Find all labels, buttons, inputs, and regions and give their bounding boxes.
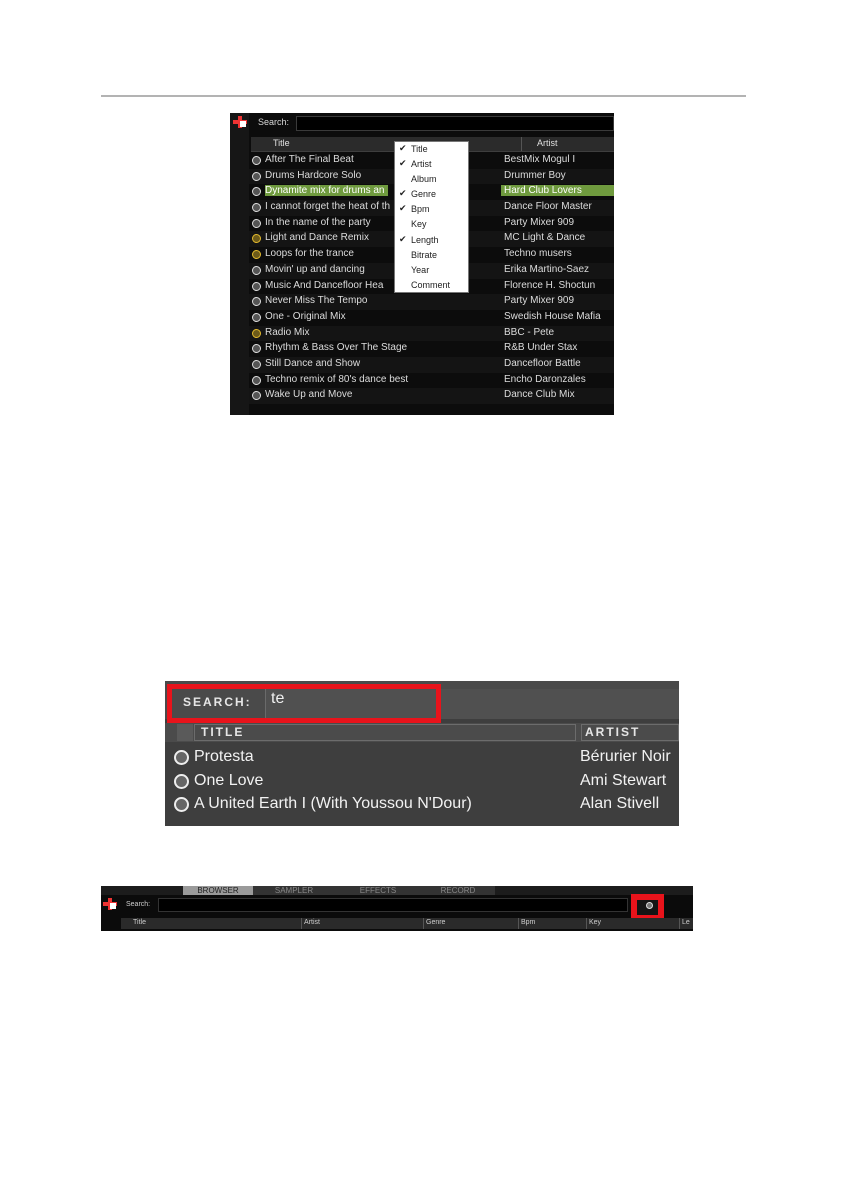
track-artist: BestMix Mogul I	[504, 154, 576, 165]
menu-item-label: Album	[411, 174, 437, 185]
menu-item-comment[interactable]	[395, 278, 468, 293]
gold-vinyl-icon	[252, 250, 261, 259]
track-title: One Love	[194, 771, 264, 789]
table-row[interactable]	[165, 746, 679, 770]
vinyl-icon	[252, 156, 261, 165]
table-row[interactable]	[165, 770, 679, 794]
table-row[interactable]	[165, 793, 679, 817]
track-artist: Techno musers	[504, 248, 572, 260]
track-title: Techno remix of 80's dance best	[265, 373, 409, 385]
vinyl-icon	[174, 797, 189, 812]
checkmark-icon: ✔	[399, 188, 407, 199]
track-title: Never Miss The Tempo	[265, 295, 368, 307]
menu-item-title[interactable]	[395, 142, 468, 157]
table-row[interactable]	[249, 388, 614, 404]
vinyl-icon	[252, 219, 261, 228]
vinyl-icon	[252, 391, 261, 400]
tab-effects[interactable]: EFFECTS	[335, 886, 421, 895]
tab-browser[interactable]: BROWSER	[183, 886, 253, 895]
track-title: In the name of the party	[265, 216, 371, 228]
column-header-artist[interactable]: Artist	[537, 138, 558, 148]
track-artist: Alan Stivell	[580, 795, 660, 812]
app-logo-icon	[103, 898, 117, 910]
column-divider[interactable]	[679, 918, 680, 929]
menu-item-artist[interactable]	[395, 157, 468, 172]
track-title: Protesta	[194, 748, 254, 765]
search-highlight-box	[167, 684, 441, 723]
column-divider[interactable]	[521, 137, 522, 151]
vinyl-icon	[252, 187, 261, 196]
track-title: After The Final Beat	[265, 154, 354, 165]
table-row[interactable]	[249, 357, 614, 373]
vinyl-icon	[174, 750, 189, 765]
vinyl-icon	[252, 376, 261, 385]
column-header-title-cell[interactable]	[194, 724, 576, 741]
app-logo-icon	[233, 116, 247, 128]
menu-item-label: Length	[411, 234, 439, 245]
column-settings-icon[interactable]	[646, 902, 653, 909]
menu-item-label: Key	[411, 219, 427, 230]
track-artist: Florence H. Shoctun	[504, 279, 596, 291]
table-row[interactable]	[249, 326, 614, 342]
column-header-icon-cell	[177, 724, 193, 741]
track-artist: Encho Daronzales	[504, 373, 586, 385]
menu-item-label: Genre	[411, 189, 437, 200]
column-header-artist[interactable]: Artist	[304, 919, 320, 926]
column-header-title[interactable]: TITLE	[201, 725, 245, 739]
track-title: Dynamite mix for drums an	[265, 185, 388, 196]
menu-item-year[interactable]	[395, 263, 468, 278]
track-title: Movin' up and dancing	[265, 263, 365, 275]
browser-screenshot-settings-button	[101, 886, 693, 931]
gold-vinyl-icon	[252, 329, 261, 338]
vinyl-icon	[252, 313, 261, 322]
track-title: Rhythm & Bass Over The Stage	[265, 342, 408, 354]
track-title: Wake Up and Move	[265, 389, 353, 401]
vinyl-icon	[252, 282, 261, 291]
menu-item-label: Bitrate	[411, 249, 438, 260]
track-title: I cannot forget the heat of th	[265, 201, 391, 213]
table-row[interactable]	[249, 294, 614, 310]
menu-item-length[interactable]	[395, 233, 468, 248]
vinyl-icon	[252, 297, 261, 306]
page-divider	[101, 95, 746, 97]
checkmark-icon: ✔	[399, 158, 407, 169]
menu-item-bpm[interactable]	[395, 202, 468, 217]
tab-sampler[interactable]: SAMPLER	[253, 886, 335, 895]
track-artist: Drummer Boy	[504, 169, 566, 181]
search-input-value[interactable]: te	[271, 690, 285, 707]
track-title: Loops for the trance	[265, 248, 354, 260]
menu-item-bitrate[interactable]	[395, 248, 468, 263]
track-artist: Bérurier Noir	[580, 748, 671, 765]
track-artist: Party Mixer 909	[504, 295, 575, 307]
vinyl-icon	[252, 360, 261, 369]
table-row[interactable]	[249, 373, 614, 389]
menu-item-key[interactable]	[395, 217, 468, 232]
track-artist: Party Mixer 909	[504, 216, 575, 228]
column-chooser-menu	[394, 141, 469, 293]
column-divider[interactable]	[518, 918, 519, 929]
track-title: Music And Dancefloor Hea	[265, 279, 384, 291]
vinyl-icon	[252, 203, 261, 212]
menu-item-genre[interactable]	[395, 187, 468, 202]
menu-item-label: Bpm	[411, 204, 430, 215]
track-artist: Dance Floor Master	[504, 201, 592, 213]
track-title: Drums Hardcore Solo	[265, 169, 362, 181]
table-row[interactable]	[249, 310, 614, 326]
browser-screenshot-column-menu	[230, 113, 614, 415]
menu-item-label: Artist	[411, 159, 432, 170]
track-artist: Dancefloor Battle	[504, 357, 581, 369]
column-header-title[interactable]: Title	[273, 138, 290, 148]
column-header-artist[interactable]: ARTIST	[585, 725, 641, 739]
vinyl-icon	[174, 774, 189, 789]
column-divider[interactable]	[423, 918, 424, 929]
track-artist: Hard Club Lovers	[501, 185, 614, 196]
column-divider[interactable]	[301, 918, 302, 929]
vinyl-icon	[252, 344, 261, 353]
menu-item-label: Title	[411, 144, 428, 154]
column-divider[interactable]	[586, 918, 587, 929]
search-label: SEARCH:	[183, 695, 252, 709]
menu-item-label: Year	[411, 264, 430, 275]
menu-item-label: Comment	[411, 279, 451, 290]
track-title: A United Earth I (With Youssou N'Dour)	[194, 795, 472, 812]
search-results-list	[165, 746, 679, 817]
column-header-row	[165, 723, 679, 742]
column-header-title[interactable]: Title	[133, 919, 146, 926]
search-input[interactable]	[296, 116, 614, 131]
checkmark-icon: ✔	[399, 233, 407, 244]
track-artist: Dance Club Mix	[504, 389, 575, 401]
table-row[interactable]	[249, 341, 614, 357]
gold-vinyl-icon	[252, 234, 261, 243]
browser-screenshot-search-zoom	[165, 681, 679, 826]
top-tab-bar	[101, 886, 693, 895]
checkmark-icon: ✔	[399, 203, 407, 214]
search-input[interactable]	[158, 898, 628, 912]
track-title: Still Dance and Show	[265, 357, 361, 369]
vinyl-icon	[252, 172, 261, 181]
track-title: Radio Mix	[265, 326, 310, 338]
vinyl-icon	[252, 266, 261, 275]
track-title: One - Original Mix	[265, 310, 346, 322]
track-artist: R&B Under Stax	[504, 342, 578, 354]
column-header-row	[121, 918, 693, 929]
checkmark-icon: ✔	[399, 143, 407, 153]
column-header-key[interactable]: Key	[589, 919, 602, 926]
tab-record[interactable]: RECORD	[421, 886, 495, 895]
menu-item-album[interactable]	[395, 172, 468, 187]
column-header-genre[interactable]: Genre	[426, 919, 446, 926]
track-artist: Ami Stewart	[580, 771, 667, 789]
track-artist: BBC - Pete	[504, 326, 555, 338]
track-title: Light and Dance Remix	[265, 232, 369, 244]
search-label: Search:	[126, 901, 151, 908]
left-sidebar	[230, 113, 249, 415]
search-label: Search:	[258, 117, 290, 127]
track-artist: Swedish House Mafia	[504, 310, 601, 322]
track-artist: MC Light & Dance	[504, 232, 586, 244]
column-header-length[interactable]: Le	[682, 919, 690, 926]
column-header-bpm[interactable]: Bpm	[521, 919, 536, 926]
track-artist: Erika Martino-Saez	[504, 263, 590, 275]
